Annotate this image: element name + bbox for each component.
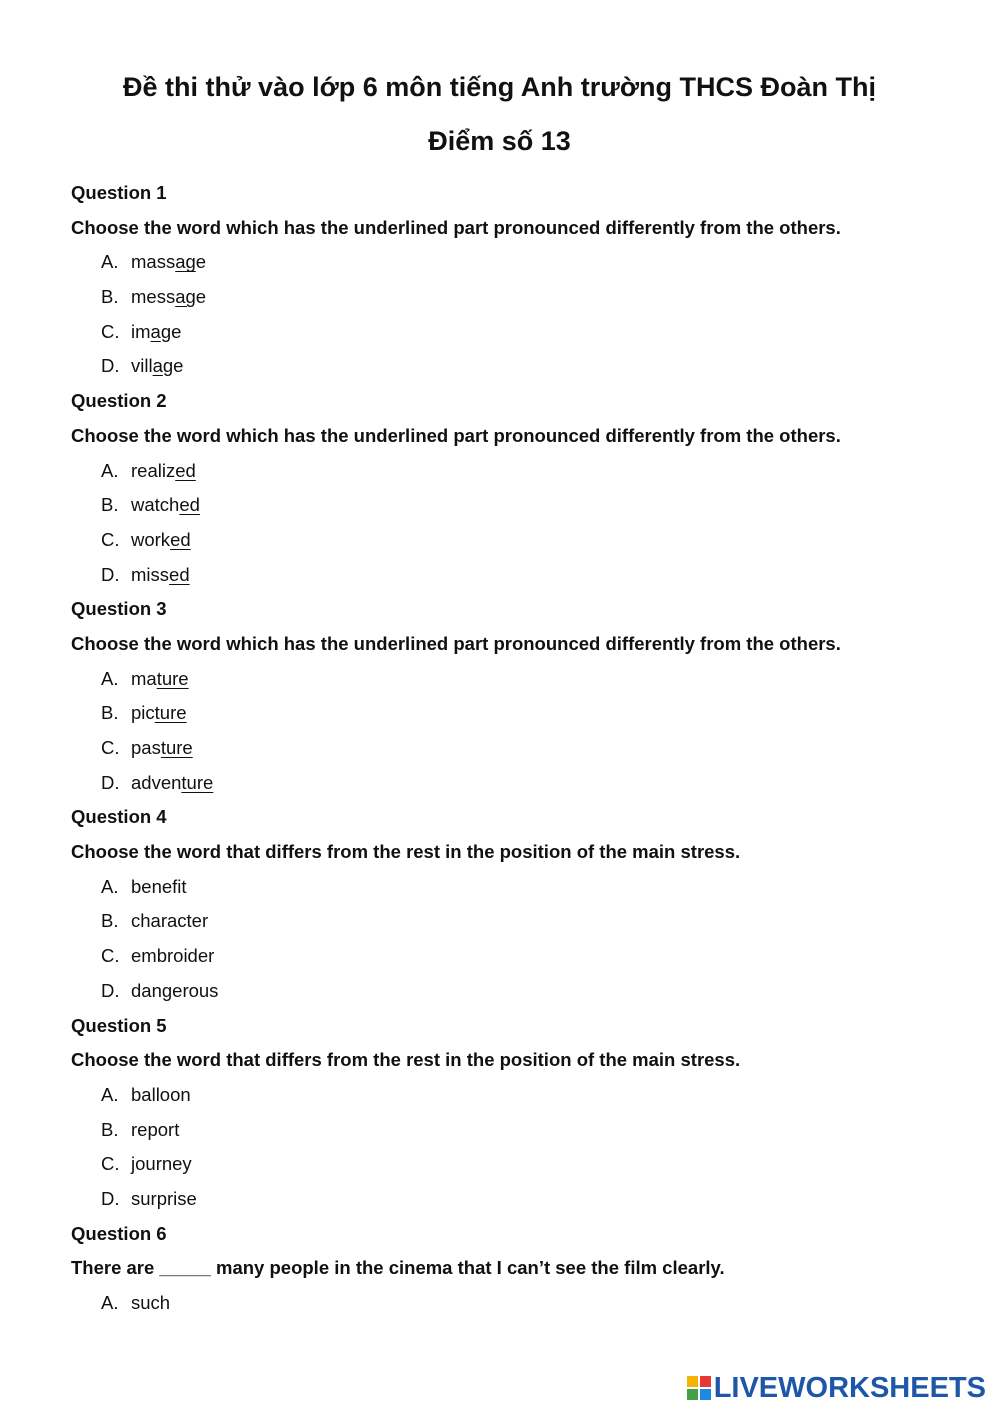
option-underlined-part: ed bbox=[175, 459, 196, 481]
question-block bbox=[71, 1009, 971, 1217]
option-word-suffix: ge bbox=[162, 355, 184, 377]
option-word-prefix: im bbox=[131, 320, 151, 342]
question-prompt: There are _____ many people in the cinema that I can’t see the film clearly. bbox=[71, 1257, 725, 1279]
answer-option[interactable] bbox=[71, 558, 971, 593]
option-letter: B. bbox=[101, 286, 119, 308]
page-title: Đề thi thử vào lớp 6 môn tiếng Anh trường THCS Đoàn Thị bbox=[123, 72, 876, 102]
answer-option[interactable] bbox=[71, 1078, 971, 1113]
option-letter: D. bbox=[101, 563, 120, 585]
option-letter: C. bbox=[101, 737, 120, 758]
brand-text: LIVEWORKSHEETS bbox=[713, 1371, 986, 1404]
option-word bbox=[131, 1119, 179, 1140]
option-word-prefix: such bbox=[131, 1292, 171, 1313]
option-word bbox=[131, 1084, 191, 1105]
option-word-prefix: surprise bbox=[131, 1187, 197, 1209]
option-letter: A. bbox=[101, 875, 119, 897]
answer-option[interactable] bbox=[71, 1113, 971, 1148]
answer-option[interactable] bbox=[71, 454, 971, 489]
option-letter: B. bbox=[101, 910, 119, 932]
option-word-prefix: pas bbox=[131, 737, 161, 758]
option-word bbox=[131, 529, 191, 550]
option-word bbox=[131, 460, 196, 481]
option-letter: D. bbox=[101, 1187, 120, 1209]
option-letter: A. bbox=[101, 1292, 119, 1313]
option-word-prefix: work bbox=[131, 528, 171, 550]
option-letter: A. bbox=[101, 667, 119, 689]
option-word bbox=[131, 321, 181, 342]
question-prompt: Choose the word that differs from the rest in the position of the main stress. bbox=[71, 1049, 741, 1071]
option-word-suffix: e bbox=[195, 286, 207, 308]
option-letter: C. bbox=[101, 528, 120, 550]
answer-option[interactable] bbox=[71, 904, 971, 939]
answer-option[interactable] bbox=[71, 1182, 971, 1217]
question-block bbox=[71, 800, 971, 1008]
option-letter: A. bbox=[101, 251, 119, 273]
answer-option[interactable] bbox=[71, 245, 971, 280]
option-word bbox=[131, 251, 206, 272]
answer-option[interactable] bbox=[71, 662, 971, 697]
option-word-prefix: pic bbox=[131, 702, 155, 724]
option-word-prefix: realiz bbox=[131, 459, 176, 481]
option-underlined-part: ag bbox=[175, 286, 196, 308]
option-word bbox=[131, 286, 206, 307]
answer-option[interactable] bbox=[71, 974, 971, 1009]
option-letter: D. bbox=[101, 771, 120, 793]
option-underlined-part: ture bbox=[156, 667, 189, 689]
option-word bbox=[131, 1188, 197, 1209]
option-word bbox=[131, 1153, 192, 1174]
option-letter: B. bbox=[101, 702, 119, 724]
answer-option[interactable] bbox=[71, 488, 971, 523]
option-underlined-part: ed bbox=[169, 563, 190, 585]
option-word bbox=[131, 564, 190, 585]
option-underlined-part: ed bbox=[179, 494, 200, 516]
option-word-prefix: adven bbox=[131, 771, 182, 793]
option-word-prefix: mess bbox=[131, 286, 176, 308]
option-word-prefix: dangerous bbox=[131, 979, 219, 1001]
answer-option[interactable] bbox=[71, 870, 971, 905]
option-letter: C. bbox=[101, 1153, 120, 1175]
answer-option[interactable] bbox=[71, 1147, 971, 1182]
option-word bbox=[131, 668, 189, 689]
option-underlined-part: a bbox=[152, 355, 163, 377]
question-label: Question 2 bbox=[71, 390, 167, 412]
option-letter: A. bbox=[101, 1083, 119, 1105]
question-prompt: Choose the word which has the underlined part pronounced differently from the others. bbox=[71, 424, 841, 446]
option-word bbox=[131, 910, 208, 931]
option-word-prefix: vill bbox=[131, 355, 153, 377]
option-word-prefix: ma bbox=[131, 667, 157, 689]
answer-option[interactable] bbox=[71, 939, 971, 974]
option-letter: A. bbox=[101, 459, 119, 481]
answer-option[interactable] bbox=[71, 523, 971, 558]
question-prompt: Choose the word which has the underlined part pronounced differently from the others. bbox=[71, 632, 841, 654]
option-word-prefix: character bbox=[131, 910, 209, 932]
option-word bbox=[131, 945, 214, 966]
option-letter: C. bbox=[101, 320, 120, 342]
option-word bbox=[131, 355, 183, 376]
option-underlined-part: ed bbox=[170, 528, 191, 550]
question-block bbox=[71, 384, 971, 592]
option-word bbox=[131, 737, 193, 758]
option-underlined-part: a bbox=[150, 320, 161, 342]
question-label: Question 1 bbox=[71, 182, 167, 203]
option-word-prefix: balloon bbox=[131, 1083, 191, 1105]
option-letter: C. bbox=[101, 945, 120, 967]
answer-option[interactable] bbox=[71, 315, 971, 350]
option-word-prefix: mass bbox=[131, 251, 176, 273]
answer-option[interactable] bbox=[71, 280, 971, 315]
question-label: Question 3 bbox=[71, 598, 167, 620]
option-word bbox=[131, 772, 213, 793]
option-word-prefix: journey bbox=[131, 1153, 192, 1175]
brand-watermark bbox=[687, 1370, 986, 1406]
option-letter: D. bbox=[101, 979, 120, 1001]
option-word-suffix: e bbox=[195, 251, 207, 273]
question-list bbox=[71, 176, 971, 1321]
question-prompt: Choose the word which has the underlined part pronounced differently from the others. bbox=[71, 216, 841, 238]
option-word bbox=[131, 1292, 170, 1313]
page-subtitle: Điểm số 13 bbox=[428, 126, 571, 156]
answer-option[interactable] bbox=[71, 731, 971, 766]
option-underlined-part: ture bbox=[181, 771, 214, 793]
option-underlined-part: ture bbox=[154, 702, 187, 724]
question-prompt: Choose the word that differs from the rest in the position of the main stress. bbox=[71, 841, 741, 863]
question-label: Question 5 bbox=[71, 1014, 167, 1036]
question-label: Question 6 bbox=[71, 1222, 167, 1244]
question-block bbox=[71, 1217, 971, 1321]
option-word bbox=[131, 876, 187, 897]
option-underlined-part: ag bbox=[175, 251, 196, 273]
question-block bbox=[71, 592, 971, 800]
option-word-prefix: embroider bbox=[131, 945, 215, 967]
question-label: Question 4 bbox=[71, 806, 167, 828]
option-word-prefix: report bbox=[131, 1118, 180, 1140]
option-word bbox=[131, 702, 187, 723]
answer-option[interactable] bbox=[71, 349, 971, 384]
option-word bbox=[131, 980, 218, 1001]
liveworksheets-logo-icon bbox=[687, 1376, 711, 1400]
question-block bbox=[71, 176, 971, 384]
option-word-suffix: ge bbox=[160, 320, 182, 342]
option-word-prefix: benefit bbox=[131, 875, 187, 897]
option-underlined-part: ture bbox=[160, 737, 193, 758]
option-letter: D. bbox=[101, 355, 120, 377]
option-letter: B. bbox=[101, 494, 119, 516]
answer-option[interactable] bbox=[71, 766, 971, 801]
option-word-prefix: watch bbox=[131, 494, 180, 516]
option-word bbox=[131, 494, 200, 515]
answer-option[interactable] bbox=[71, 696, 971, 731]
answer-option[interactable] bbox=[71, 1286, 971, 1321]
option-letter: B. bbox=[101, 1118, 119, 1140]
option-word-prefix: miss bbox=[131, 563, 170, 585]
